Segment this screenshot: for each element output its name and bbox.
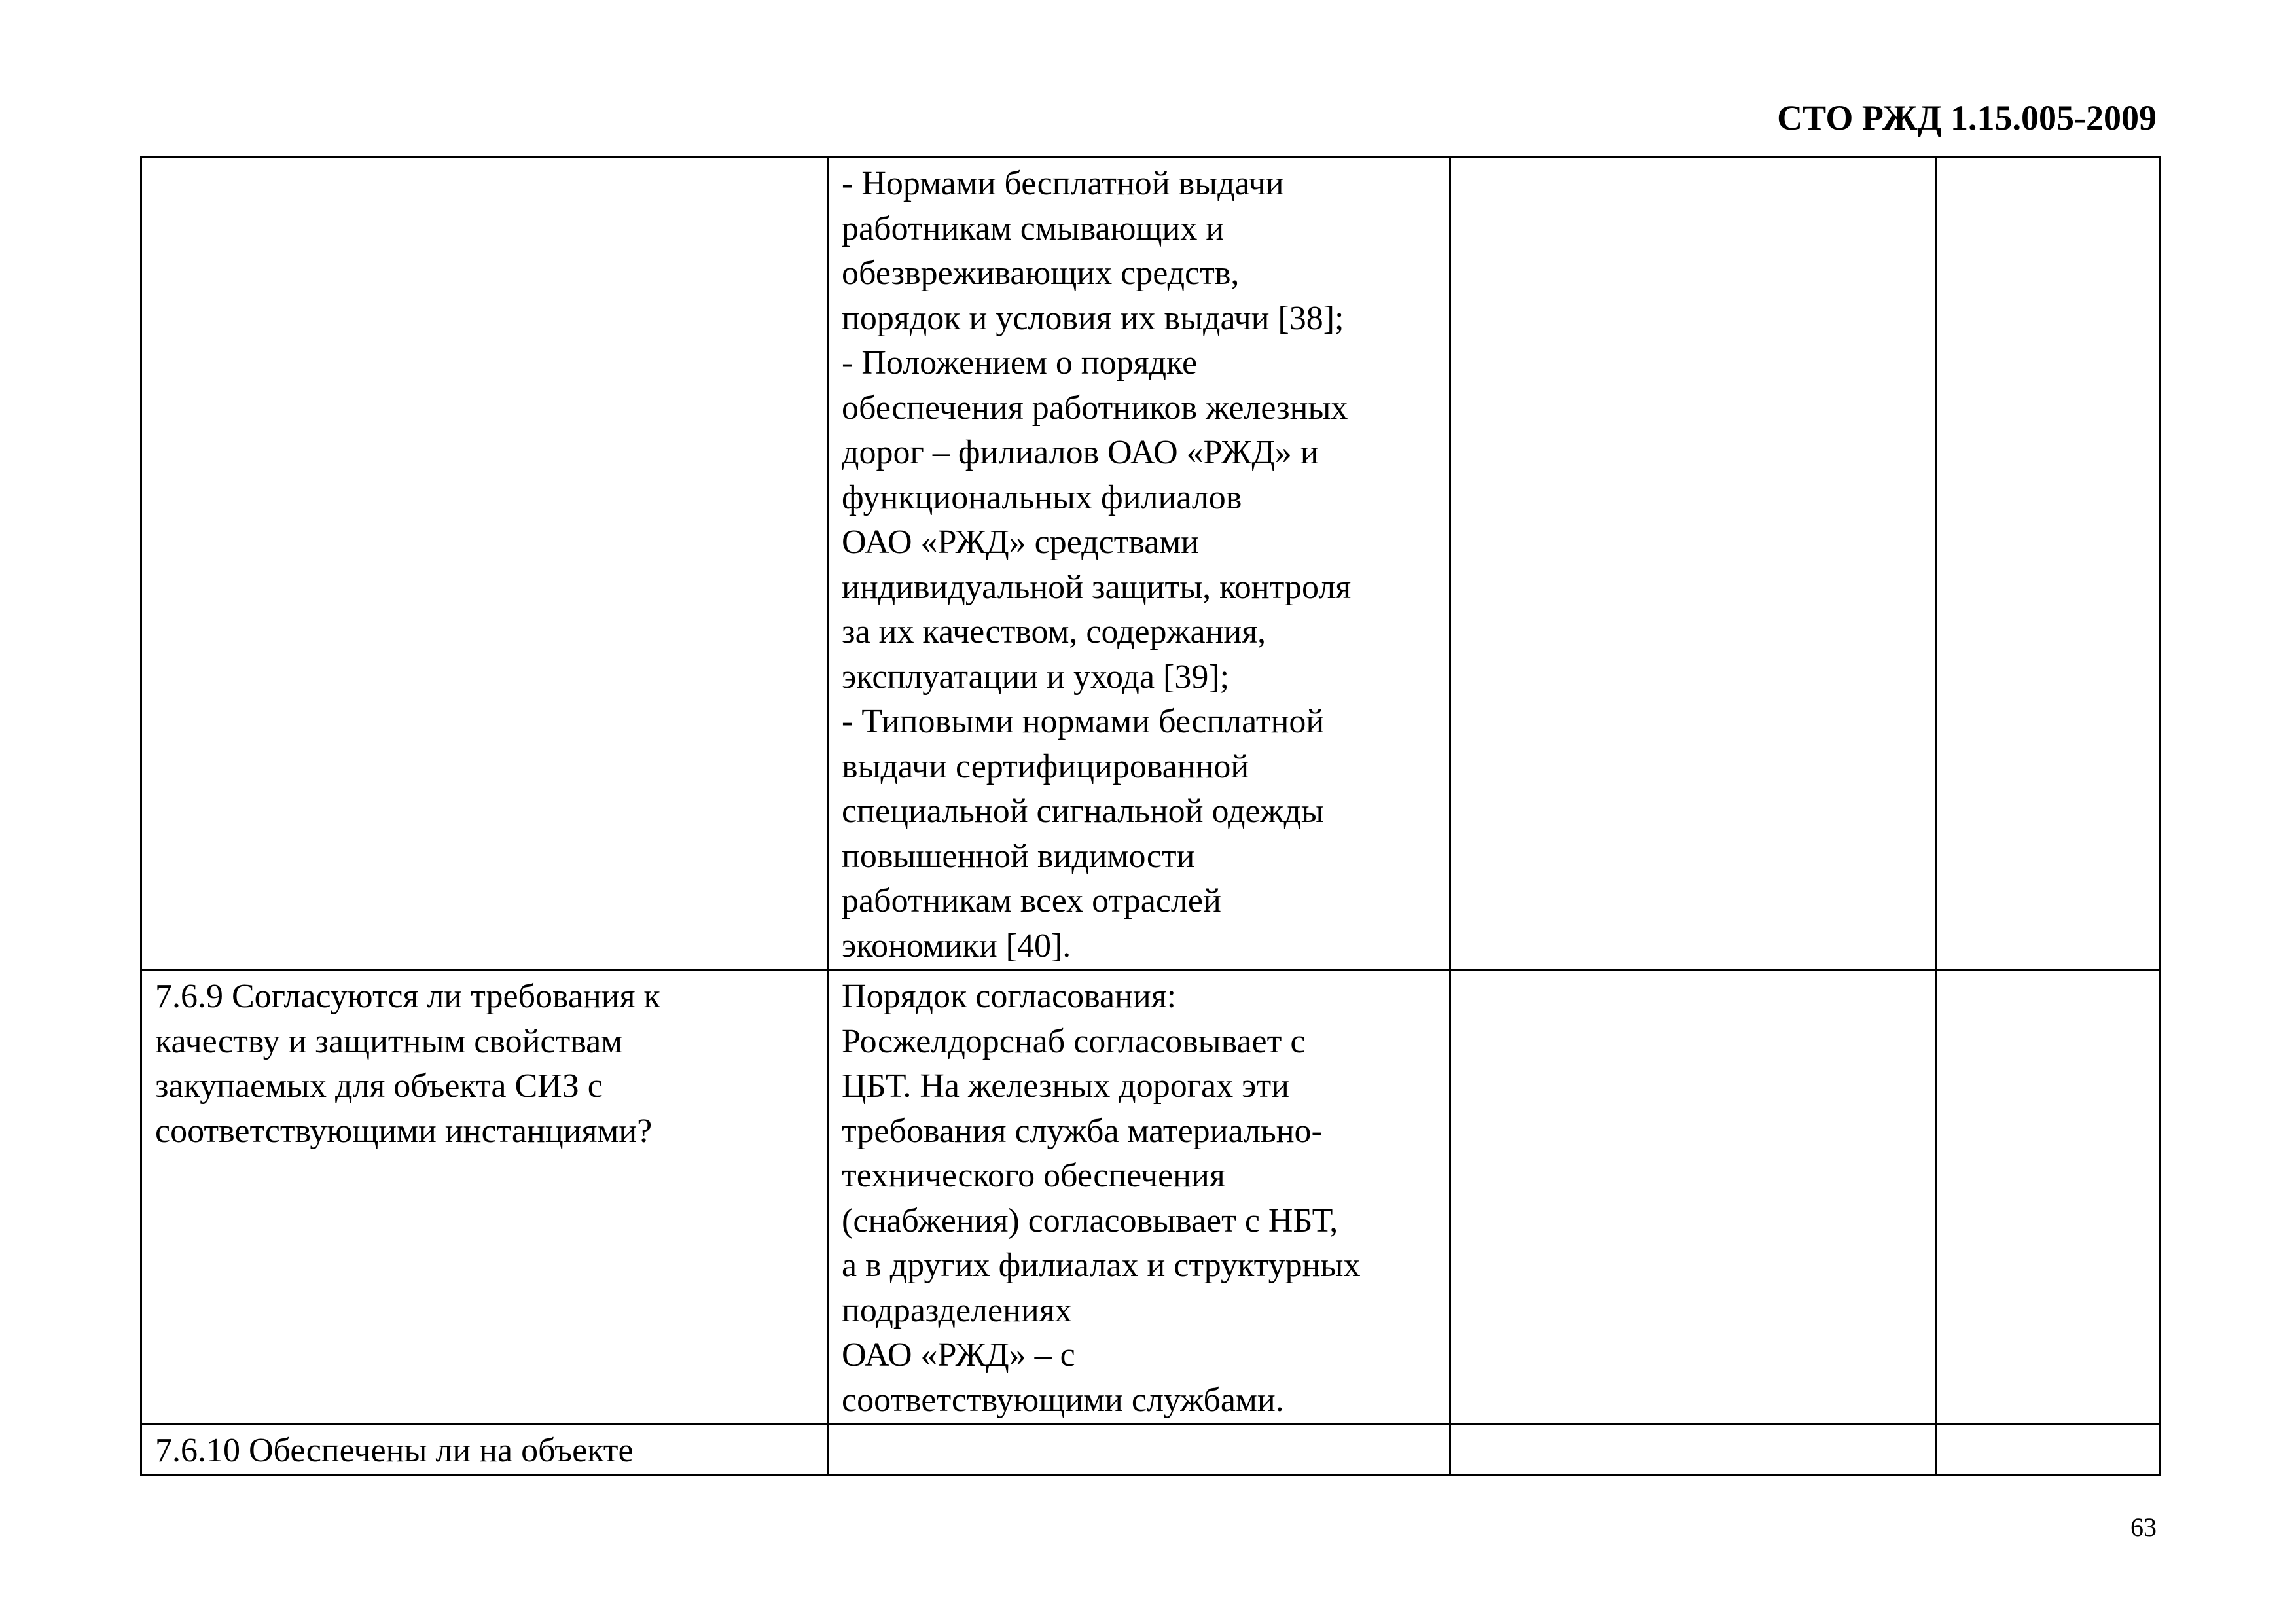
question-text-line: соответствующими инстанциями? bbox=[155, 1112, 653, 1150]
documents-text-line: за их качеством, содержания, bbox=[842, 613, 1266, 651]
question-text-line: качеству и защитным свойствам bbox=[155, 1022, 623, 1060]
document-code: СТО РЖД 1.15.005-2009 bbox=[1777, 98, 2157, 137]
documents-cell bbox=[828, 1424, 1450, 1475]
table-row bbox=[141, 1424, 2160, 1475]
checklist-table bbox=[140, 156, 2161, 1476]
result-cell bbox=[1450, 970, 1936, 1424]
documents-text-line: а в других филиалах и структурных bbox=[842, 1247, 1361, 1284]
documents-text-line: функциональных филиалов bbox=[842, 478, 1242, 516]
result-cell bbox=[1450, 157, 1936, 970]
documents-text-line: - Типовыми нормами бесплатной bbox=[842, 703, 1325, 740]
documents-text-line: - Нормами бесплатной выдачи bbox=[842, 165, 1284, 202]
question-cell bbox=[141, 970, 828, 1424]
documents-text-line: обеспечения работников железных bbox=[842, 389, 1348, 427]
documents-text-line: дорог – филиалов ОАО «РЖД» и bbox=[842, 434, 1319, 471]
documents-cell bbox=[828, 157, 1450, 970]
documents-text-line: экономики [40]. bbox=[842, 927, 1071, 965]
documents-text-line: - Положением о порядке bbox=[842, 344, 1198, 382]
documents-text-line: повышенной видимости bbox=[842, 837, 1195, 875]
table-row bbox=[141, 970, 2160, 1424]
documents-text-line: работникам всех отраслей bbox=[842, 882, 1221, 919]
question-cell bbox=[141, 1424, 828, 1475]
note-cell bbox=[1936, 970, 2159, 1424]
documents-text-line: работникам смывающих и bbox=[842, 209, 1225, 247]
documents-text-line: ЦБТ. На железных дорогах эти bbox=[842, 1067, 1289, 1105]
documents-text-line: эксплуатации и ухода [39]; bbox=[842, 658, 1230, 696]
documents-text-line: Порядок согласования: bbox=[842, 978, 1177, 1015]
page-number: 63 bbox=[2130, 1512, 2157, 1542]
documents-text-line: выдачи сертифицированной bbox=[842, 747, 1249, 785]
question-text-line: 7.6.10 Обеспечены ли на объекте bbox=[155, 1432, 634, 1469]
documents-text-line: соответствующими службами. bbox=[842, 1381, 1284, 1419]
documents-text-line: подразделениях bbox=[842, 1291, 1072, 1329]
documents-text-line: Росжелдорснаб согласовывает с bbox=[842, 1022, 1306, 1060]
documents-text-line: индивидуальной защиты, контроля bbox=[842, 568, 1352, 606]
documents-text-line: специальной сигнальной одежды bbox=[842, 793, 1324, 830]
note-cell bbox=[1936, 157, 2159, 970]
documents-text-line: ОАО «РЖД» – с bbox=[842, 1336, 1075, 1374]
documents-text-line: ОАО «РЖД» средствами bbox=[842, 524, 1200, 561]
question-cell bbox=[141, 157, 828, 970]
question-text-line: закупаемых для объекта СИЗ с bbox=[155, 1067, 603, 1105]
documents-text-line: технического обеспечения bbox=[842, 1157, 1225, 1194]
documents-text-line: порядок и условия их выдачи [38]; bbox=[842, 299, 1344, 337]
documents-text-line: (снабжения) согласовывает с НБТ, bbox=[842, 1202, 1338, 1240]
note-cell bbox=[1936, 1424, 2159, 1475]
table-row bbox=[141, 157, 2160, 970]
question-text-line: 7.6.9 Согласуются ли требования к bbox=[155, 978, 660, 1015]
documents-cell bbox=[828, 970, 1450, 1424]
documents-text-line: требования служба материально- bbox=[842, 1112, 1323, 1150]
result-cell bbox=[1450, 1424, 1936, 1475]
documents-text-line: обезвреживающих средств, bbox=[842, 255, 1240, 292]
